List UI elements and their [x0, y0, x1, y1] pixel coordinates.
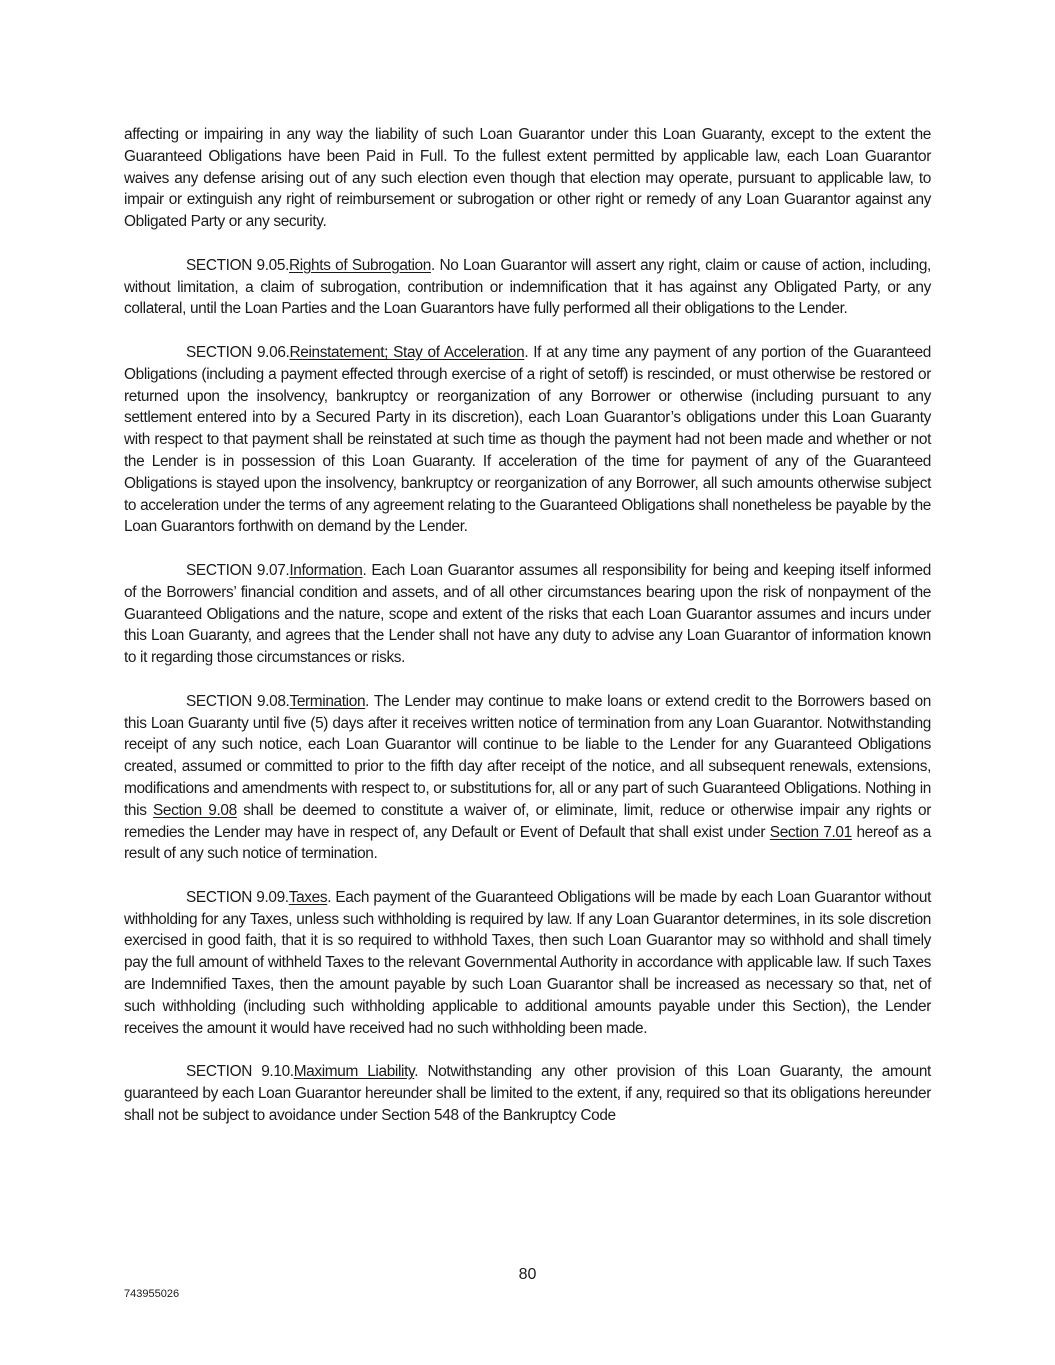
- section-body: . The Lender may continue to make loans or extend credit to the Borrowers based on this Loan Guaranty until five (5) days after it receives written notice of termination from any Loan Guarantor. Notwithstanding receipt of any such notice, each Loan Guarantor will continue to be liable to the Lender for any Guaranteed Obligations created, assumed or committed to prior to the fifth day after receipt of the notice, and all subsequent renewals, extensions, modifications and amendments with respect to, or substitutions for, all or any part of such Guaranteed Obligations. Nothing in this: [124, 692, 931, 819]
- page-number: 80: [518, 1266, 537, 1283]
- section-number: SECTION 9.05.: [186, 256, 290, 274]
- section-9-05: [124, 255, 931, 320]
- section-9-07: [124, 560, 931, 669]
- section-body: . Each Loan Guarantor assumes all responsibility for being and keeping itself informed of the Borrowers’ financial condition and assets, and of all other circumstances bearing upon the risk of nonpayment of the Guaranteed Obligations and the nature, scope and extent of the risks that each Loan Guarantor assumes and incurs under this Loan Guaranty, and agrees that the Lender shall not have any duty to advise any Loan Guarantor of information known to it regarding those circumstances or risks.: [124, 561, 931, 667]
- section-body: . If at any time any payment of any portion of the Guaranteed Obligations (including a payment effected through exercise of a right of setoff) is rescinded, or must otherwise be restored or returned upon the insolvency, bankruptcy or reorganization of any Borrower or otherwise (including pursuant to any settlement entered into by a Secured Party in its discretion), each Loan Guarantor’s obligations under this Loan Guaranty with respect to that payment shall be reinstated at such time as though the payment had not been made and whether or not the Lender is in possession of this Loan Guaranty. If acceleration of the time for payment of any of the Guaranteed Obligations is stayed upon the insolvency, bankruptcy or reorganization of any Borrower, all such amounts otherwise subject to acceleration under the terms of any agreement relating to the Guaranteed Obligations shall nonetheless be payable by the Loan Guarantors forthwith on demand by the Lender.: [124, 343, 931, 536]
- section-reference-link[interactable]: Section 9.08: [152, 801, 237, 819]
- section-title: Taxes: [288, 888, 328, 906]
- section-9-09: [124, 887, 931, 1040]
- section-number: SECTION 9.08.: [186, 692, 290, 710]
- section-number: SECTION 9.07.: [186, 561, 290, 579]
- section-body: . Each payment of the Guaranteed Obligations will be made by each Loan Guarantor without withholding for any Taxes, unless such withholding is required by law. If any Loan Guarantor determines, in its sole discretion exercised in good faith, that it is so required to withhold Taxes, then such Loan Guarantor may so withhold and shall timely pay the full amount of withheld Taxes to the relevant Governmental Authority in accordance with applicable law. If such Taxes are Indemnified Taxes, then the amount payable by such Loan Guarantor shall be increased as necessary so that, net of such withholding (including such withholding applicable to additional amounts payable under this Section), the Lender receives the amount it would have received had no such withholding been made.: [124, 888, 931, 1037]
- section-9-10: [124, 1061, 931, 1126]
- intro-paragraph: affecting or impairing in any way the liability of such Loan Guarantor under this Loan Guaranty, except to the extent the Guaranteed Obligations have been Paid in Full. To the fullest extent permitted by applicable law, each Loan Guarantor waives any defense arising out of any such election even though that election may operate, pursuant to applicable law, to impair or extinguish any right of reimbursement or subrogation or other right or remedy of any Loan Guarantor against any Obligated Party or any security.: [124, 126, 931, 231]
- section-body: shall be deemed to constitute a waiver of, or eliminate, limit, reduce or otherwise impair any rights or remedies the Lender may have in respect of, any Default or Event of Default that shall exist under: [124, 801, 931, 841]
- section-title: Information: [289, 561, 363, 579]
- section-number: SECTION 9.06.: [186, 343, 290, 361]
- section-number: SECTION 9.10.: [186, 1063, 294, 1081]
- section-title: Rights of Subrogation: [289, 256, 431, 274]
- section-body: . No Loan Guarantor will assert any right, claim or cause of action, including, without limitation, a claim of subrogation, contribution or indemnification that it has against any Obligated Party, or any collateral, until the Loan Parties and the Loan Guarantors have fully performed all their obligations to the Lender.: [124, 256, 931, 318]
- section-title: Reinstatement; Stay of Acceleration: [289, 343, 525, 361]
- section-number: SECTION 9.09.: [186, 888, 289, 906]
- section-body: . Notwithstanding any other provision of this Loan Guaranty, the amount guaranteed by each Loan Guarantor hereunder shall be limited to the extent, if any, required so that its obligations hereunder shall not be subject to avoidance under Section 548 of the Bankruptcy Code: [124, 1063, 931, 1124]
- section-9-06: [124, 342, 931, 538]
- section-title: Termination: [289, 692, 366, 710]
- document-id: 743955026: [124, 1288, 180, 1300]
- document-page: [124, 124, 931, 1148]
- section-body: hereof as a result of any such notice of termination.: [124, 823, 931, 863]
- section-title: Maximum Liability: [293, 1063, 415, 1081]
- section-reference-link[interactable]: Section 7.01: [769, 823, 852, 841]
- section-9-08: [124, 691, 931, 865]
